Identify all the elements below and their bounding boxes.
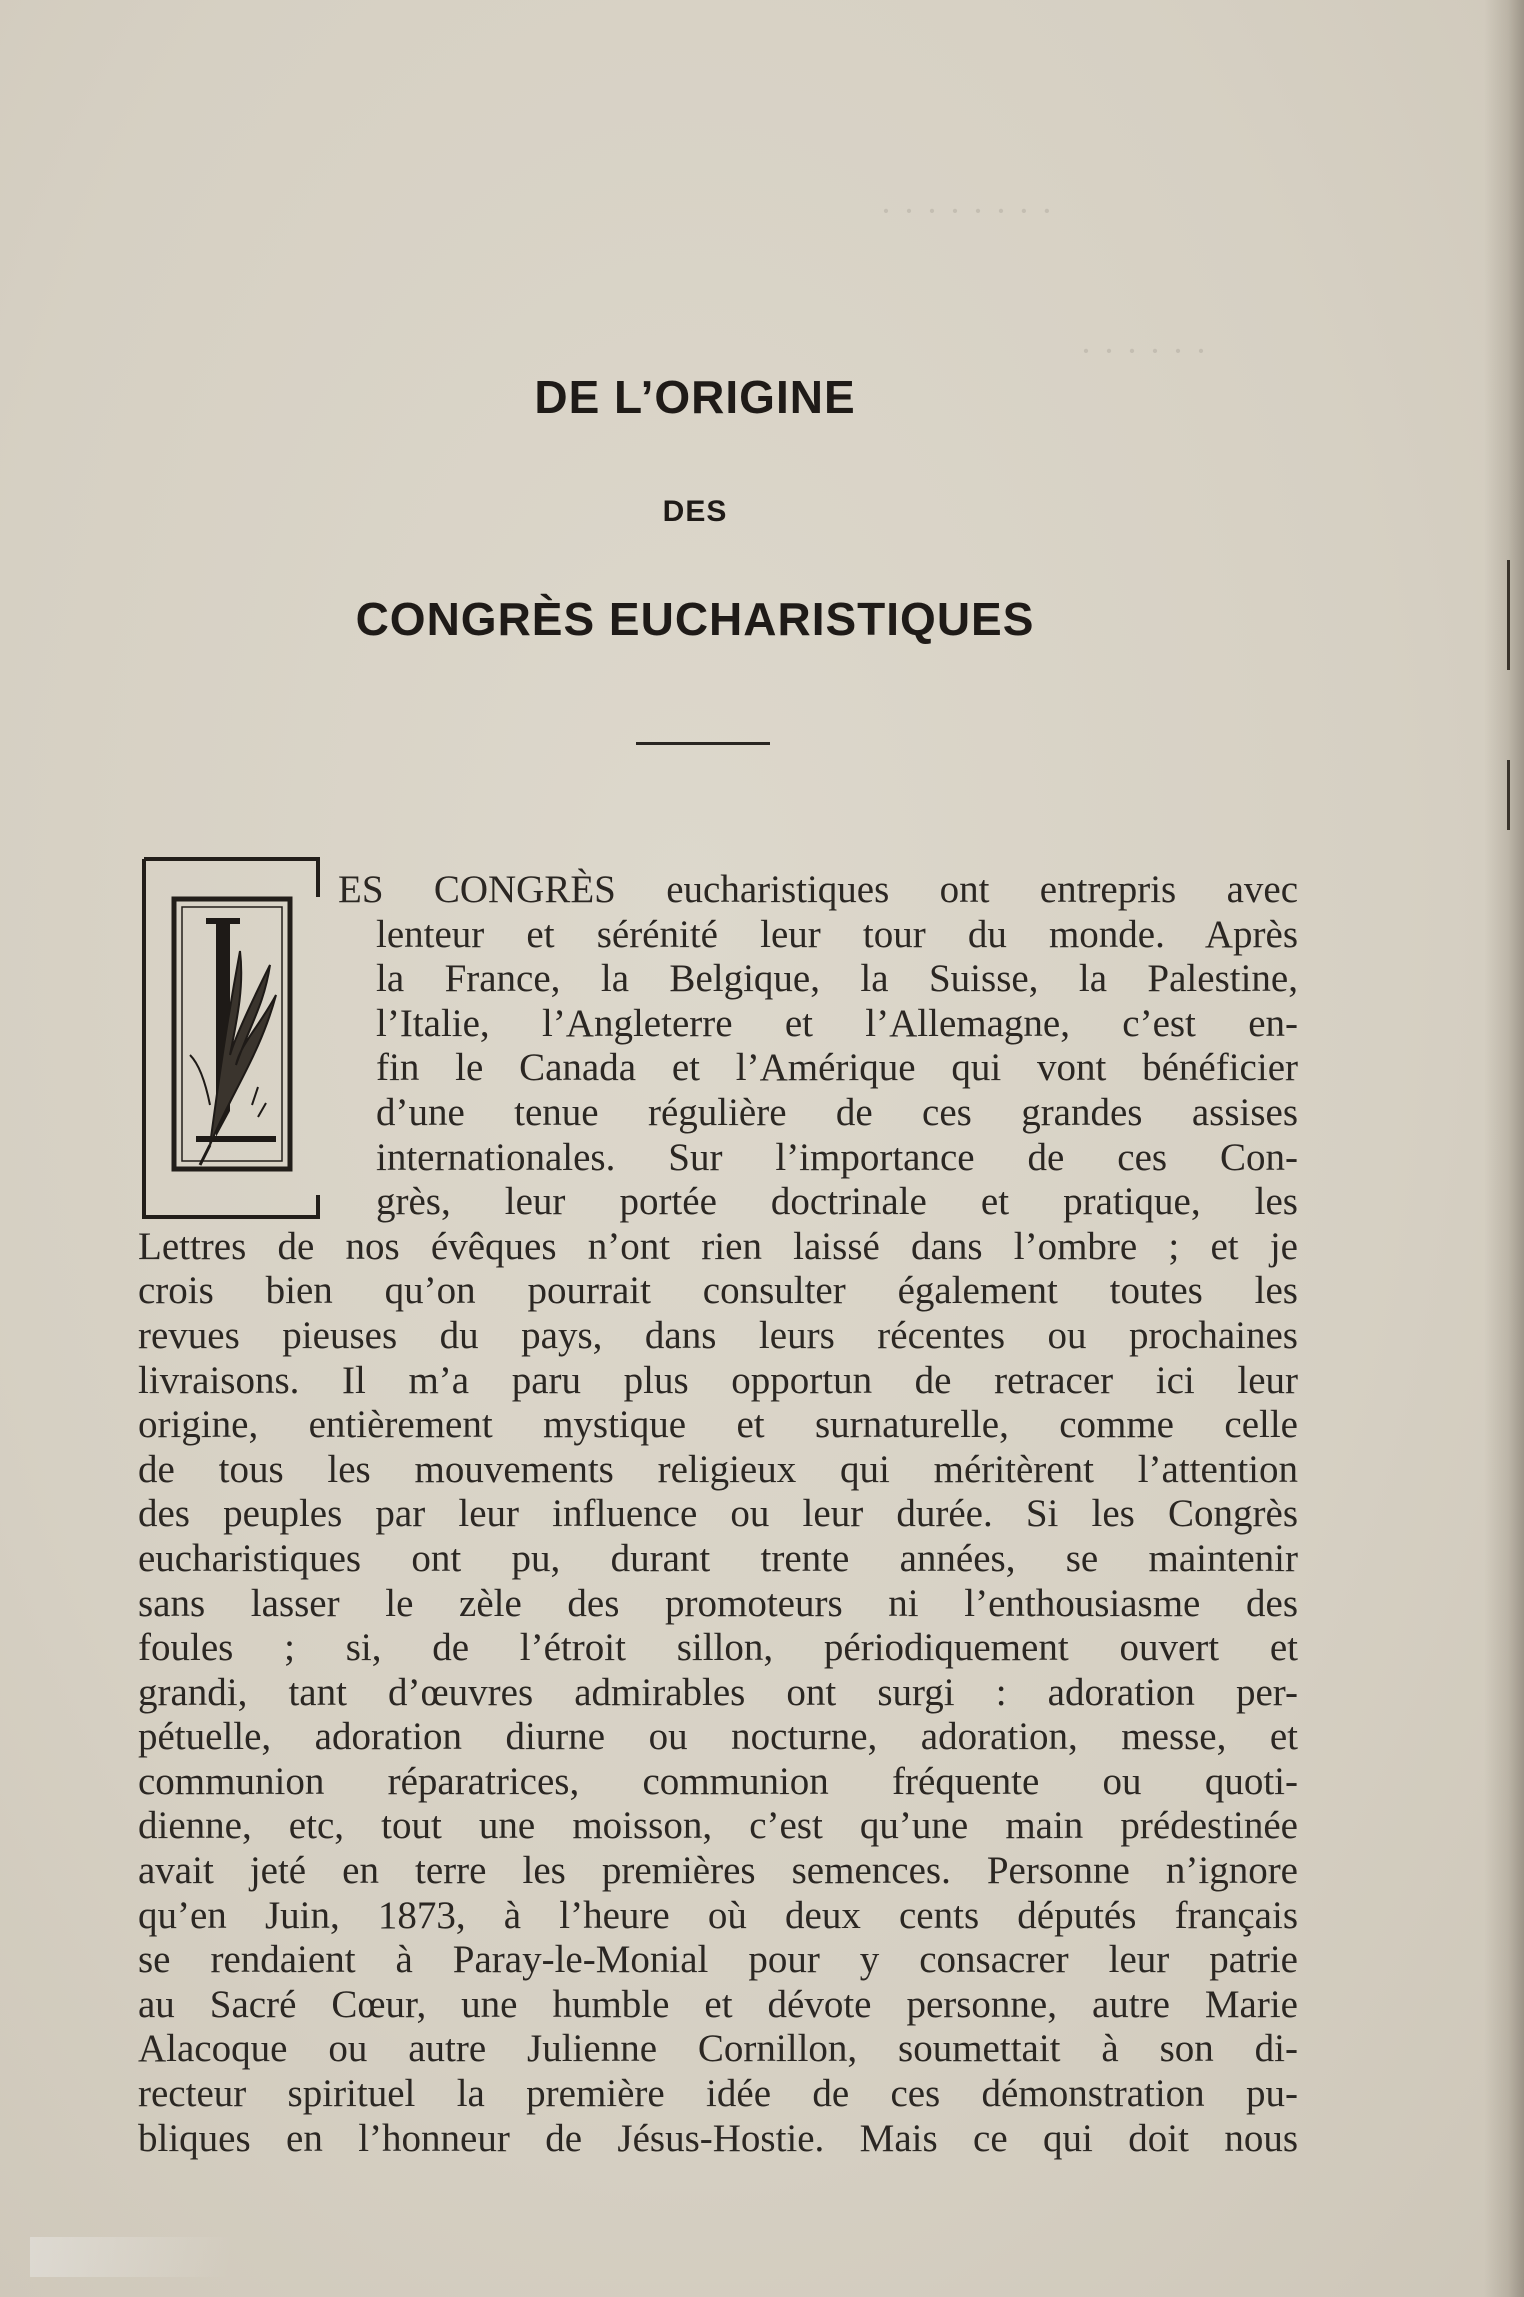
- text-line: lenteur et sérénité leur tour du monde. Après: [376, 912, 1298, 956]
- text-line: grès, leur portée doctrinale et pratique, les: [376, 1180, 1298, 1224]
- text-line: l’Italie, l’Angleterre et l’Allemagne, c’est en-: [376, 1001, 1298, 1045]
- text-line: foules ; si, de l’étroit sillon, périodiquement ouvert et: [138, 1626, 1298, 1670]
- text-line: d’une tenue régulière de ces grandes assises: [376, 1090, 1298, 1134]
- text-line: Lettres de nos évêques n’ont rien laissé dans l’ombre ; et je: [138, 1224, 1298, 1268]
- text-line: avait jeté en terre les premières semences. Personne n’ignore: [138, 1849, 1298, 1893]
- text-line: internationales. Sur l’importance de ces Con-: [376, 1135, 1298, 1179]
- edge-mark: [1507, 760, 1510, 830]
- page-edge-shadow: [1484, 0, 1524, 2297]
- text-line: de tous les mouvements religieux qui méritèrent l’attention: [138, 1447, 1298, 1491]
- text-line: grandi, tant d’œuvres admirables ont surgi : adoration per-: [138, 1670, 1298, 1714]
- text-line: fin le Canada et l’Amérique qui vont bénéficier: [376, 1046, 1298, 1090]
- text-line: crois bien qu’on pourrait consulter également toutes les: [138, 1269, 1298, 1313]
- text-line: bliques en l’honneur de Jésus-Hostie. Mais ce qui doit nous: [138, 2116, 1298, 2160]
- text-line: se rendaient à Paray-le-Monial pour y consacrer leur patrie: [138, 1938, 1298, 1982]
- text-line: revues pieuses du pays, dans leurs récentes ou prochaines: [138, 1313, 1298, 1357]
- bleed-through-text: · · · · · ·: [1080, 331, 1208, 371]
- body-text: [138, 868, 1298, 2161]
- title-divider: [636, 742, 770, 745]
- text-line: eucharistiques ont pu, durant trente années, se maintenir: [138, 1536, 1298, 1580]
- text-line: pétuelle, adoration diurne ou nocturne, adoration, messe, et: [138, 1715, 1298, 1759]
- corner-smudge: [30, 2237, 230, 2277]
- text-line: au Sacré Cœur, une humble et dévote personne, autre Marie: [138, 1982, 1298, 2026]
- text-line: Alacoque ou autre Julienne Cornillon, soumettait à son di-: [138, 2027, 1298, 2071]
- bleed-through-text: · · · · · · · ·: [880, 191, 1054, 231]
- text-line: sans lasser le zèle des promoteurs ni l’enthousiasme des: [138, 1581, 1298, 1625]
- text-line: recteur spirituel la première idée de ces démonstration pu-: [138, 2072, 1298, 2116]
- title-line-2: DES: [662, 495, 728, 528]
- text-line: origine, entièrement mystique et surnaturelle, comme celle: [138, 1403, 1298, 1447]
- text-line: livraisons. Il m’a paru plus opportun de retracer ici leur: [138, 1358, 1298, 1402]
- edge-mark: [1507, 560, 1510, 670]
- title-line-1: DE L’ORIGINE: [534, 371, 856, 423]
- text-line: des peuples par leur influence ou leur durée. Si les Congrès: [138, 1492, 1298, 1536]
- text-line: la France, la Belgique, la Suisse, la Palestine,: [376, 957, 1298, 1001]
- text-line: communion réparatrices, communion fréquente ou quoti-: [138, 1759, 1298, 1803]
- text-line: ES CONGRÈS eucharistiques ont entrepris avec: [338, 868, 1298, 911]
- text-line: qu’en Juin, 1873, à l’heure où deux cents députés français: [138, 1893, 1298, 1937]
- title-line-3: CONGRÈS EUCHARISTIQUES: [355, 593, 1035, 645]
- text-line: dienne, etc, tout une moisson, c’est qu’une main prédestinée: [138, 1804, 1298, 1848]
